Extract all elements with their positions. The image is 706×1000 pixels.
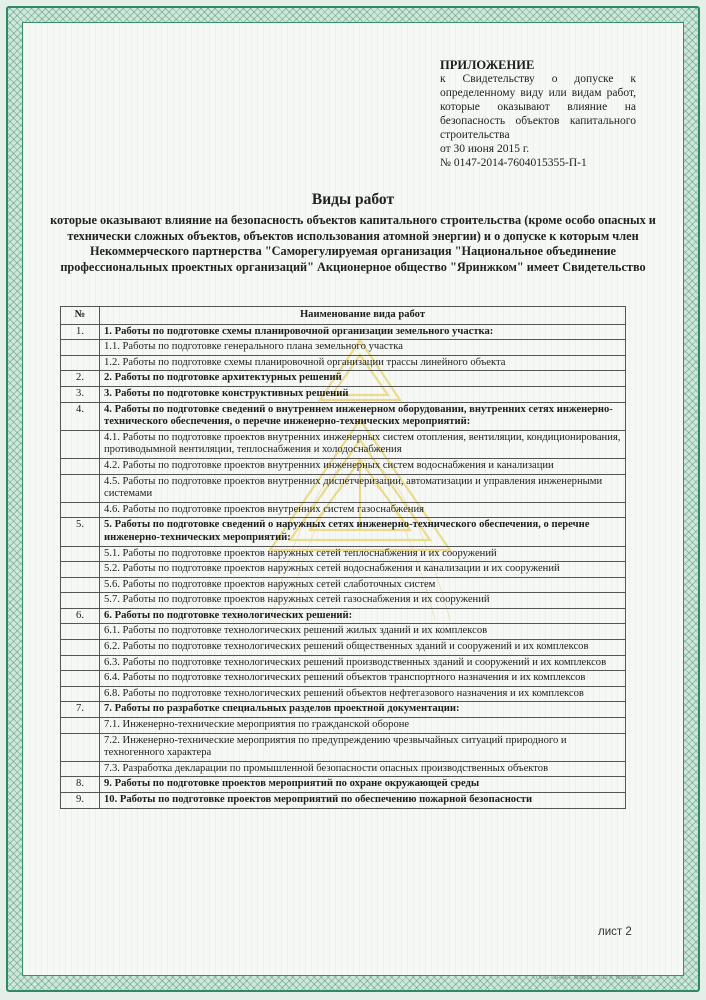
table-row — [61, 371, 626, 387]
work-name: 2. Работы по подготовке архитектурных решений — [100, 371, 626, 387]
row-number — [61, 546, 100, 562]
table-row — [61, 562, 626, 578]
table-row — [61, 608, 626, 624]
row-number: 8. — [61, 777, 100, 793]
row-number — [61, 624, 100, 640]
work-name: 7.2. Инженерно-технические мероприятия по предупреждению чрезвычайных ситуаций природного и техногенного характера — [100, 733, 626, 761]
work-name: 6.4. Работы по подготовке технологических решений объектов транспортного назначения и их комплексов — [100, 671, 626, 687]
table-row — [61, 702, 626, 718]
row-number — [61, 593, 100, 609]
work-name: 4.5. Работы по подготовке проектов внутренних диспетчеризации, автоматизации и управления инженерными системами — [100, 474, 626, 502]
table-row — [61, 593, 626, 609]
work-name: 4.1. Работы по подготовке проектов внутренних инженерных систем отопления, вентиляции, кондиционирования, противодымной вентиляции, теплоснабжения и холодоснабжения — [100, 430, 626, 458]
work-name: 9. Работы по подготовке проектов мероприятий по охране окружающей среды — [100, 777, 626, 793]
table-row — [61, 733, 626, 761]
table-row — [61, 793, 626, 809]
row-number: 9. — [61, 793, 100, 809]
work-name: 7.3. Разработка декларации по промышленной безопасности опасных производственных объектов — [100, 761, 626, 777]
table-row — [61, 355, 626, 371]
work-name: 6. Работы по подготовке технологических решений: — [100, 608, 626, 624]
appendix-date: от 30 июня 2015 г. — [440, 143, 530, 155]
work-name: 6.2. Работы по подготовке технологических решений общественных зданий и сооружений и их комплексов — [100, 640, 626, 656]
table-row — [61, 671, 626, 687]
page-title: Виды работ — [311, 191, 395, 208]
table-row — [61, 761, 626, 777]
work-name: 6.8. Работы по подготовке технологических решений объектов нефтегазового назначения и их комплексов — [100, 686, 626, 702]
appendix-block — [440, 58, 636, 170]
row-number — [61, 562, 100, 578]
work-name: 5.6. Работы по подготовке проектов наружных сетей слаботочных систем — [100, 577, 626, 593]
work-name: 10. Работы по подготовке проектов мероприятий по обеспечению пожарной безопасности — [100, 793, 626, 809]
work-name: 7.1. Инженерно-технические мероприятия по гражданской обороне — [100, 718, 626, 734]
table-row — [61, 402, 626, 430]
appendix-body: к Свидетельству о допуске к определенному виду или видам работ, которые оказывают влияние на безопасность объектов капитального строительства — [440, 73, 636, 141]
table-row — [61, 640, 626, 656]
certificate-number: № 0147-2014-7604015355-П-1 — [440, 157, 587, 169]
work-name: 7. Работы по разработке специальных разделов проектной документации: — [100, 702, 626, 718]
table-row — [61, 340, 626, 356]
sheet-number: лист 2 — [598, 926, 632, 938]
work-name: 1.1. Работы по подготовке генерального плана земельного участка — [100, 340, 626, 356]
table-row — [61, 502, 626, 518]
table-row — [61, 518, 626, 546]
works-table-body — [61, 324, 626, 808]
row-number — [61, 355, 100, 371]
table-header-row — [61, 307, 626, 325]
row-number — [61, 340, 100, 356]
work-name: 5.7. Работы по подготовке проектов наружных сетей газоснабжения и их сооружений — [100, 593, 626, 609]
table-row — [61, 324, 626, 340]
work-name: 4. Работы по подготовке сведений о внутреннем инженерном оборудовании, внутренних сетях инженерно-технического обеспечения, о перечне инженерно-технических мероприятий: — [100, 402, 626, 430]
row-number: 5. — [61, 518, 100, 546]
row-number: 1. — [61, 324, 100, 340]
work-name: 6.3. Работы по подготовке технологических решений производственных зданий и сооружений и их комплексов — [100, 655, 626, 671]
work-name: 5.2. Работы по подготовке проектов наружных сетей водоснабжения и канализации и их сооружений — [100, 562, 626, 578]
page-subtitle: которые оказывают влияние на безопасность объектов капитального строительства (кроме особо опасных и технически сложных объектов, объектов использования атомной энергии) и о допуске к которым член Некоммерческого партнерства "Саморегулируемая организация "Национальное объединение профессиональных проектных организаций" Акционерное общество "Яринжком" имеет Свидетельство — [50, 213, 656, 274]
table-row — [61, 577, 626, 593]
row-number — [61, 474, 100, 502]
table-row — [61, 718, 626, 734]
table-row — [61, 458, 626, 474]
row-number: 3. — [61, 386, 100, 402]
row-number — [61, 671, 100, 687]
table-row — [61, 386, 626, 402]
column-header-name: Наименование вида работ — [100, 307, 626, 325]
work-name: 5.1. Работы по подготовке проектов наружных сетей теплоснабжения и их сооружений — [100, 546, 626, 562]
work-name: 4.2. Работы по подготовке проектов внутренних инженерных систем водоснабжения и канализации — [100, 458, 626, 474]
work-name: 3. Работы по подготовке конструктивных решений — [100, 386, 626, 402]
work-name: 6.1. Работы по подготовке технологических решений жилых зданий и их комплексов — [100, 624, 626, 640]
table-row — [61, 686, 626, 702]
works-table — [60, 306, 626, 809]
row-number — [61, 733, 100, 761]
row-number — [61, 686, 100, 702]
document-title — [40, 190, 666, 275]
row-number: 6. — [61, 608, 100, 624]
table-row — [61, 777, 626, 793]
row-number — [61, 718, 100, 734]
work-name: 4.6. Работы по подготовке проектов внутренних систем газоснабжения — [100, 502, 626, 518]
appendix-heading: ПРИЛОЖЕНИЕ — [440, 58, 535, 72]
row-number — [61, 577, 100, 593]
table-row — [61, 474, 626, 502]
work-name: 1. Работы по подготовке схемы планировочной организации земельного участка: — [100, 324, 626, 340]
work-name: 5. Работы по подготовке сведений о наружных сетях инженерно-технического обеспечения, о перечне инженерно-технических мероприятий: — [100, 518, 626, 546]
row-number — [61, 458, 100, 474]
work-name: 1.2. Работы по подготовке схемы планировочной организации трассы линейного объекта — [100, 355, 626, 371]
row-number — [61, 502, 100, 518]
table-row — [61, 624, 626, 640]
row-number — [61, 640, 100, 656]
table-row — [61, 430, 626, 458]
row-number: 7. — [61, 702, 100, 718]
table-row — [61, 546, 626, 562]
printer-imprint: ООО «ЗНАК», Москва, 2012 г., тел. 8-800... — [536, 975, 646, 981]
row-number: 2. — [61, 371, 100, 387]
row-number — [61, 761, 100, 777]
row-number — [61, 655, 100, 671]
column-header-number: № — [61, 307, 100, 325]
row-number — [61, 430, 100, 458]
table-row — [61, 655, 626, 671]
row-number: 4. — [61, 402, 100, 430]
